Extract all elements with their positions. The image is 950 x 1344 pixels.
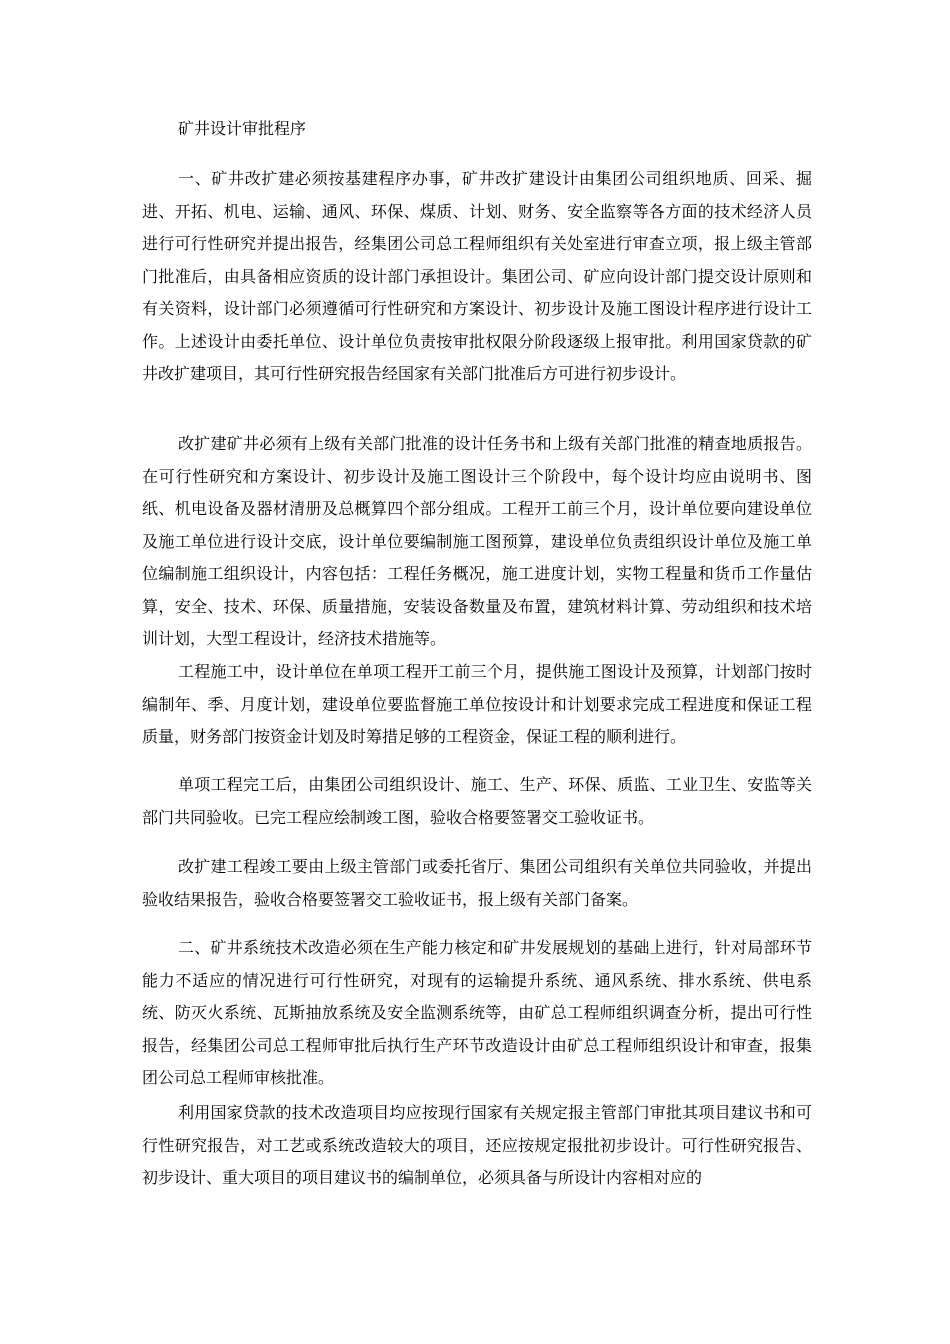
paragraph-4: 单项工程完工后，由集团公司组织设计、施工、生产、环保、质监、工业卫生、安监等关部门共同验收。已完工程应绘制竣工图，验收合格要签署交工验收证书。 bbox=[142, 775, 812, 827]
paragraph-6: 二、矿井系统技术改造必须在生产能力核定和矿井发展规划的基础上进行，针对局部环节能力不适应的情况进行可行性研究，对现有的运输提升系统、通风系统、排水系统、供电系统、防灭火系统、瓦斯抽放系统及安全监测系统等，由矿总工程师组织调查分析，提出可行性报告，经集团公司总工程师审批后执行生产环节改造设计由矿总工程师组织设计和审查，报集团公司总工程师审核批准。 bbox=[142, 938, 812, 1087]
paragraph-5: 改扩建工程竣工要由上级主管部门或委托省厅、集团公司组织有关单位共同验收，并提出验收结果报告，验收合格要签署交工验收证书，报上级有关部门备案。 bbox=[142, 857, 812, 909]
paragraph-2: 改扩建矿井必须有上级有关部门批准的设计任务书和上级有关部门批准的精查地质报告。在可行性研究和方案设计、初步设计及施工图设计三个阶段中，每个设计均应由说明书、图纸、机电设备及器材清册及总概算四个部分组成。工程开工前三个月，设计单位要向建设单位及施工单位进行设计交底，设计单位要编制施工图预算，建设单位负责组织设计单位及施工单位编制施工组织设计，内容包括：工程任务概况，施工进度计划，实物工程量和货币工作量估算，安全、技术、环保、质量措施，安装设备数量及布置，建筑材料计算、劳动组织和技术培训计划，大型工程设计，经济技术措施等。 bbox=[142, 434, 812, 648]
paragraph-3: 工程施工中，设计单位在单项工程开工前三个月，提供施工图设计及预算，计划部门按时编制年、季、月度计划，建设单位要监督施工单位按设计和计划要求完成工程进度和保证工程质量，财务部门按资金计划及时筹措足够的工程资金，保证工程的顺利进行。 bbox=[142, 662, 812, 746]
document-title: 矿井设计审批程序 bbox=[178, 119, 307, 138]
paragraph-7: 利用国家贷款的技术改造项目均应按现行国家有关规定报主管部门审批其项目建议书和可行性研究报告，对工艺或系统改造较大的项目，还应按规定报批初步设计。可行性研究报告、初步设计、重大项目的项目建议书的编制单位，必须具备与所设计内容相对应的 bbox=[142, 1103, 812, 1187]
paragraph-1: 一、矿井改扩建必须按基建程序办事，矿井改扩建设计由集团公司组织地质、回采、掘进、开拓、机电、运输、通风、环保、煤质、计划、财务、安全监察等各方面的技术经济人员进行可行性研究并提出报告，经集团公司总工程师组织有关处室进行审查立项，报上级主管部门批准后，由具备相应资质的设计部门承担设计。集团公司、矿应向设计部门提交设计原则和有关资料，设计部门必须遵循可行性研究和方案设计、初步设计及施工图设计程序进行设计工作。上述设计由委托单位、设计单位负责按审批权限分阶段逐级上报审批。利用国家贷款的矿井改扩建项目，其可行性研究报告经国家有关部门批准后方可进行初步设计。 bbox=[142, 169, 812, 383]
